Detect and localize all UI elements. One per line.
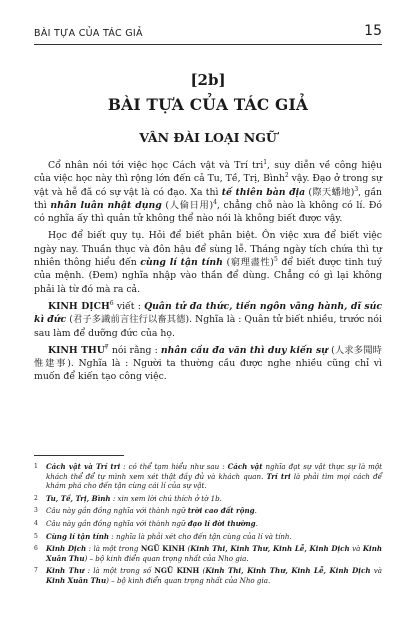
footnote-text — [46, 506, 382, 516]
footnote-segment: . — [255, 518, 258, 528]
footnote-segment: ) – bộ kinh điển quan trọng nhất của Nho gia. — [106, 575, 271, 585]
footnote-text — [46, 494, 382, 504]
text-run: viết : — [113, 300, 145, 312]
footnote-text — [46, 544, 382, 563]
footnote-segment: đạo lí đời thường — [187, 518, 256, 528]
footnote-mark: 4 — [34, 519, 38, 527]
text-run: Cổ nhân nói tới việc học Cách vật và Trí tri — [48, 160, 264, 171]
footnote-segment: Kinh Thi, Kinh Thư, Kinh Lễ, Kinh Dịch — [205, 566, 371, 576]
footnote-ref: 6 — [109, 299, 114, 307]
footnote-ref: 2 — [284, 172, 289, 180]
footnote-segment: NGŨ KINH — [154, 566, 200, 576]
footnote-2 — [34, 494, 382, 504]
footnote-segment: và — [370, 566, 383, 576]
footnote-segment: . — [254, 506, 257, 516]
footnote-mark: 3 — [34, 507, 38, 515]
footnote-segment: Câu này gần đồng nghĩa với thành ngữ — [46, 518, 188, 528]
footnote-ref: 1 — [263, 158, 268, 166]
footnotes — [34, 455, 382, 589]
footnote-segment: : là một trong — [86, 544, 141, 554]
footnote-7 — [34, 566, 382, 585]
text-run: (君子多識前言往行以畜其德). Nghĩa là : Quân tử biết nhiều, trước nói sau làm để dưỡng đức của họ. — [34, 314, 382, 339]
footnote-segment: Tu, Tề, Trị, Bình — [46, 493, 111, 503]
footnote-text — [46, 566, 382, 585]
footnote-mark: 5 — [34, 532, 38, 540]
footnote-mark: 7 — [34, 567, 38, 575]
classic-title: KINH THƯ — [48, 344, 105, 356]
footnote-text — [46, 532, 382, 542]
footnote-5 — [34, 532, 382, 542]
paragraph-1 — [34, 159, 382, 225]
footnote-segment: Trí tri — [266, 471, 291, 481]
footnote-1 — [34, 462, 382, 491]
footnote-text — [46, 519, 382, 529]
running-header-title: BÀI TỰA CỦA TÁC GIẢ — [34, 28, 143, 39]
footnote-segment: và — [349, 544, 363, 554]
paragraph-2 — [34, 229, 382, 295]
quotation: nhân cầu đa văn thì duy kiến sự — [160, 344, 328, 356]
footnote-segment: ( — [199, 566, 206, 576]
footnote-segment: : xin xem lời chú thích ở tờ 1b. — [110, 493, 222, 503]
section-code: [2b] — [190, 71, 226, 89]
text-run: Học để biết quy tụ. Hỏi để biết phân biệt. Ôn việc xưa để biết việc ngày nay. Thuần thục và đôn hậu để sùng lễ. Tháng ngày tích chứa thì tự nhiên thông hiểu đến — [34, 230, 382, 269]
footnote-ref: 7 — [104, 343, 109, 351]
text-run: , gần thì — [34, 186, 382, 211]
footnote-segment: Cùng lí tận tính — [46, 531, 110, 541]
footnote-segment: NGŨ KINH — [140, 544, 185, 554]
text-run: , chẳng chỗ nào là không có lí. Đó có nghĩa ấy thì quân tử không thể nào nói là không biết được vậy. — [34, 199, 383, 225]
emphasis-term: cùng lí tận tính — [140, 257, 223, 269]
chapter-subheading: VÂN ĐÀI LOẠI NGỮ — [139, 130, 277, 145]
text-run: , suy diễn về công hiệu của việc học này thì rộng lớn đến cả Tu, Tề, Trị, Bình — [34, 160, 382, 185]
text-run: vậy. Đạo ở trong sự vật và hễ đã có sự vật là có đạo. Xa thì — [34, 173, 382, 198]
footnote-segment: là phải tìm mọi cách để khám phá cho đến tận cùng cái lí của sự vật. — [46, 471, 382, 491]
text-run: nói rằng : — [108, 344, 161, 356]
footnote-ref: 5 — [273, 255, 278, 263]
footnote-segment: nghĩa đạt sự vật thực sự là một khách thể để tự mình xem xét thật đầy đủ và khách quan. — [46, 462, 383, 481]
footnote-segment: Cách vật và Trí tri — [46, 462, 121, 471]
footnote-segment: : có thể tạm hiểu như sau : — [120, 462, 228, 471]
text-run: (際天蟠地) — [305, 186, 355, 198]
footnote-segment: : là một trong số — [84, 566, 155, 576]
page-number: 15 — [364, 23, 382, 39]
footnote-ref: 3 — [354, 185, 359, 193]
footnote-mark: 2 — [34, 494, 38, 502]
running-header — [34, 22, 382, 45]
footnote-rule — [34, 455, 124, 456]
footnote-segment: ) – bộ kinh điển quan trọng nhất của Nho gia. — [84, 553, 249, 563]
emphasis-term: nhân luân nhật dụng — [50, 199, 162, 211]
footnote-mark: 6 — [34, 545, 38, 553]
chapter-heading: BÀI TỰA CỦA TÁC GIẢ — [107, 95, 309, 114]
text-run: (人倫日用) — [161, 199, 214, 211]
footnote-segment: Kinh Dịch — [46, 544, 87, 554]
quotation: Quân tử đa thức, tiền ngôn vãng hành, dĩ súc kì đức — [34, 300, 382, 326]
footnote-segment: Câu này gần đồng nghĩa với thành ngữ — [46, 506, 188, 516]
text-run: (窮理盡性) — [222, 257, 274, 269]
footnote-segment: Kinh Xuân Thu — [46, 544, 383, 563]
footnote-6 — [34, 544, 382, 563]
footnote-segment: Kinh Thư — [46, 566, 85, 576]
text-run: (人求多聞時惟建事). Nghĩa là : Người ta thường cầu được nghe nhiều cũng chỉ vì muốn để kiến tạo công việc. — [34, 344, 382, 383]
footnote-mark: 1 — [34, 463, 38, 470]
footnote-segment: Cách vật — [227, 462, 263, 471]
classic-title: KINH DỊCH — [48, 300, 110, 312]
footnote-segment: ( — [184, 544, 191, 554]
footnote-segment: : nghĩa là phải xét cho đến tận cùng của lí và tính. — [109, 531, 292, 541]
paragraph-4 — [34, 344, 382, 384]
footnote-4 — [34, 519, 382, 529]
body-text — [34, 159, 382, 384]
footnote-segment: trời cao đất rộng — [187, 506, 255, 516]
footnote-text — [46, 462, 382, 491]
emphasis-term: tế thiên bàn địa — [221, 186, 306, 198]
footnote-segment: Kinh Thi, Kinh Thư, Kinh Lễ, Kinh Dịch — [190, 544, 350, 554]
footnote-ref: 4 — [213, 198, 217, 206]
text-run: để biết được tinh tuý của mệnh. (Đem) nghĩa nhập vào thần để dùng. Chẳng có gì lại không phải là từ đó mà ra cả. — [34, 257, 382, 295]
paragraph-3 — [34, 300, 382, 340]
footnote-segment: Kinh Xuân Thu — [46, 575, 107, 585]
footnote-3 — [34, 506, 382, 516]
